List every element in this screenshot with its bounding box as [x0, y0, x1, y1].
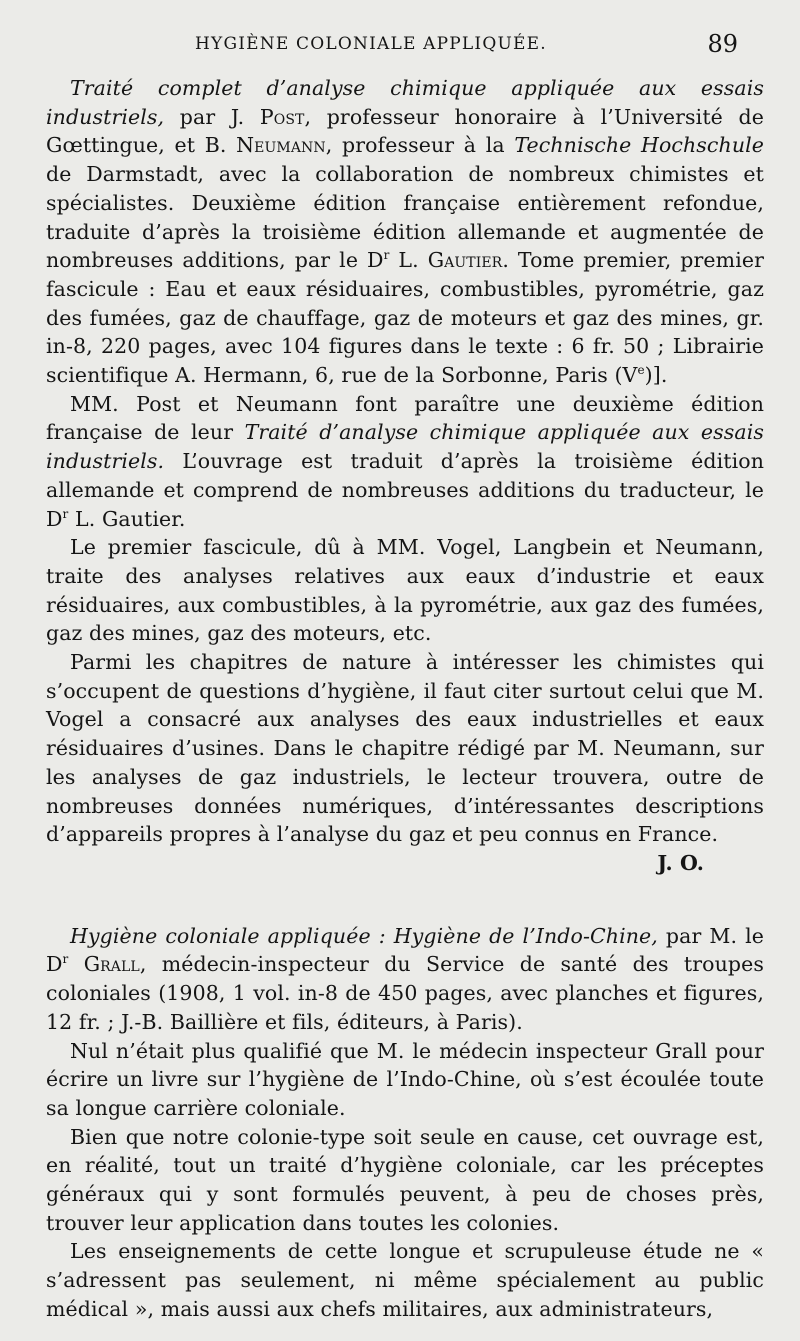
review-1-signature: J. O.: [657, 850, 704, 875]
review-1-text: . Tome premier, premier fascicule : Eau et eaux résiduaires, combustibles, pyrométrie, gaz des fumées, gaz de chauffage, gaz de moteurs et gaz des mines, gr. in-8, 220 pages, avec 104 figures dans le texte : 6 fr. 50 ; Librairie scientifique A. Hermann, 6, rue de la Sorbonne, Paris (V: [46, 248, 764, 388]
review-1-text: L.: [389, 248, 428, 273]
review-1-text: MM. Post et Neumann font paraître une deuxième édition française de leur: [46, 391, 764, 445]
review-1-book-title: Traité complet d’analyse chimique appliquée aux essais industriels,: [46, 76, 764, 129]
review-2-paragraph-2: Nul n’était plus qualifié que M. le médecin inspecteur Grall pour écrire un livre sur l’hygiène de l’Indo-Chine, où s’est écoulée toute sa longue carrière coloniale.: [46, 1038, 764, 1120]
review-2-bibliographic-entry: [46, 922, 764, 1037]
review-1-paragraph-4: Parmi les chapitres de nature à intéresser les chimistes qui s’occupent de questions d’hygiène, il faut citer surtout celui que M. Vogel a consacré aux analyses des eaux industrielles et eaux résiduaires d’usines. Dans le chapitre rédigé par M. Neumann, sur les analyses de gaz industriels, le lecteur trouvera, outre de nombreuses données numériques, d’intéressantes descriptions d’appareils propres à l’analyse du gaz et peu connus en France.: [46, 650, 764, 847]
review-1-text: L. Gautier.: [68, 506, 186, 531]
review-1-superscript: e: [637, 363, 645, 378]
review-1-text: L’ouvrage est traduit d’après la troisième édition allemande et comprend de nombreuses additions du traducteur, le D: [46, 449, 764, 531]
review-1-text: par J.: [164, 104, 260, 129]
page-number: 89: [707, 30, 738, 58]
review-1-text: , professeur honoraire à l’Université de Gœttingue, et B.: [46, 104, 764, 158]
review-2-paragraph-3: Bien que notre colonie-type soit seule en cause, cet ouvrage est, en réalité, tout un traité d’hygiène coloniale, car les préceptes généraux qui y sont formulés peuvent, à peu de choses près, trouver leur application dans toutes les colonies.: [46, 1124, 764, 1235]
review-1-inline-title: Traité d’analyse chimique appliquée aux essais industriels.: [46, 420, 764, 474]
review-1-text: , professeur à la: [325, 133, 515, 158]
review-2-superscript: r: [62, 952, 69, 967]
review-2-book-title: Hygiène coloniale appliquée : Hygiène de l’Indo-Chine,: [70, 923, 658, 948]
review-1-paragraph-3: Le premier fascicule, dû à MM. Vogel, Langbein et Neumann, traite des analyses relatives aux eaux d’industrie et eaux résiduaires, aux combustibles, à la pyrométrie, aux gaz des fumées, gaz des mines, gaz des moteurs, etc.: [46, 535, 764, 646]
page-header: [0, 30, 800, 64]
review-1-superscript: r: [383, 248, 390, 263]
review-2-paragraph-4: Les enseignements de cette longue et scrupuleuse étude ne « s’adressent pas seulement, ni même spécialement au public médical », mais aussi aux chefs militaires, aux administrateurs,: [46, 1239, 764, 1321]
review-1-text: )].: [644, 363, 668, 388]
review-1-text: de Darmstadt, avec la collaboration de nombreux chimistes et spécialistes. Deuxième édition française entièrement refondue, traduite d’après la troisième édition allemande et augmentée de nombreuses additions, par le D: [46, 162, 764, 273]
review-2-text: , médecin-inspecteur du Service de santé des troupes coloniales (1908, 1 vol. in-8 de 450 pages, avec planches et figures, 12 fr. ; J.-B. Baillière et fils, éditeurs, à Paris).: [46, 952, 764, 1034]
review-2-text: [68, 952, 83, 976]
review-1-paragraph-2: [46, 390, 764, 534]
page-body: [46, 74, 764, 1324]
review-1-author-neumann: Neumann: [236, 133, 326, 158]
review-2-text: par M. le D: [46, 923, 764, 977]
review-1-superscript: r: [62, 506, 69, 521]
review-1-author-post: Post: [259, 104, 305, 129]
review-2-author-grall: Grall: [83, 952, 140, 977]
review-1-bibliographic-entry: [46, 74, 764, 390]
running-title: HYGIÈNE COLONIALE APPLIQUÉE.: [195, 34, 547, 54]
section-gap: [46, 878, 764, 922]
review-1-school-name: Technische Hochschule: [514, 133, 765, 158]
review-1-author-gautier: Gautier: [427, 248, 503, 273]
